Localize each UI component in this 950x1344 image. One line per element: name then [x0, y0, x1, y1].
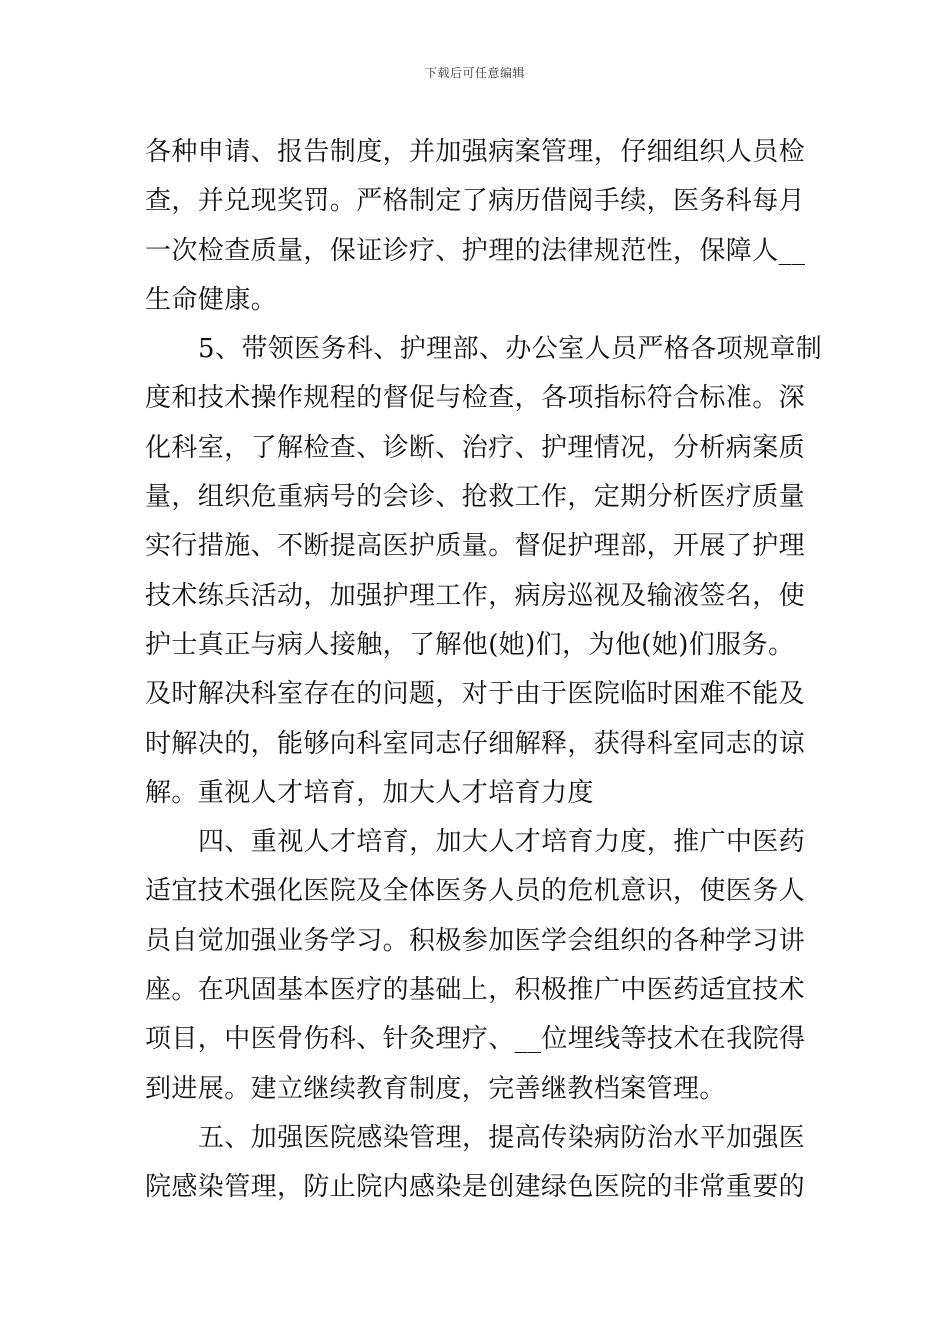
text-line: 各种申请、报告制度，并加强病案管理，仔细组织人员检	[145, 137, 806, 167]
text-line: 适宜技术强化医院及全体医务人员的危机意识，使医务人	[145, 876, 806, 907]
text-line: 生命健康。	[145, 284, 278, 315]
document-body	[145, 128, 823, 1213]
paragraph	[145, 128, 805, 325]
text-line: 度和技术操作规程的督促与检查，各项指标符合标准。深	[145, 383, 806, 414]
text-line: 院感染管理，防止院内感染是创建绿色医院的非常重要的	[145, 1172, 806, 1203]
paragraph	[145, 325, 823, 818]
text-line: 项目，中医骨伤科、针灸理疗、__位埋线等技术在我院得	[145, 1024, 806, 1055]
paragraph	[145, 1114, 805, 1213]
paragraph	[145, 818, 805, 1114]
text-line: 护士真正与病人接触，了解他(她)们，为他(她)们服务。	[145, 629, 795, 660]
text-line: 五、加强医院感染管理，提高传染病防治水平加强医	[198, 1122, 806, 1153]
text-line: 四、重视人才培育，加大人才培育力度，推广中医药	[198, 827, 806, 858]
text-line: 技术练兵活动，加强护理工作，病房巡视及输液签名，使	[145, 580, 806, 611]
text-line: 5、带领医务科、护理部、办公室人员严格各项规章制	[198, 334, 823, 365]
page-header: 下载后可任意编辑	[424, 66, 525, 80]
text-line: 量，组织危重病号的会诊、抢救工作，定期分析医疗质量	[145, 482, 806, 513]
text-line: 一次检查质量，保证诊疗、护理的法律规范性，保障人__	[145, 235, 806, 266]
text-line: 解。重视人才培育，加大人才培育力度	[145, 777, 594, 808]
text-line: 到进展。建立继续教育制度，完善继教档案管理。	[145, 1073, 726, 1104]
text-line: 实行措施、不断提高医护质量。督促护理部，开展了护理	[145, 531, 806, 562]
text-line: 员自觉加强业务学习。积极参加医学会组织的各种学习讲	[145, 925, 806, 956]
text-line: 查，并兑现奖罚。严格制定了病历借阅手续，医务科每月	[145, 186, 806, 217]
text-line: 及时解决科室存在的问题，对于由于医院临时困难不能及	[145, 679, 806, 710]
text-line: 座。在巩固基本医疗的基础上，积极推广中医药适宜技术	[145, 975, 806, 1006]
text-line: 时解决的，能够向科室同志仔细解释，获得科室同志的谅	[145, 728, 806, 759]
text-line: 化科室，了解检查、诊断、治疗、护理情况，分析病案质	[145, 432, 806, 463]
